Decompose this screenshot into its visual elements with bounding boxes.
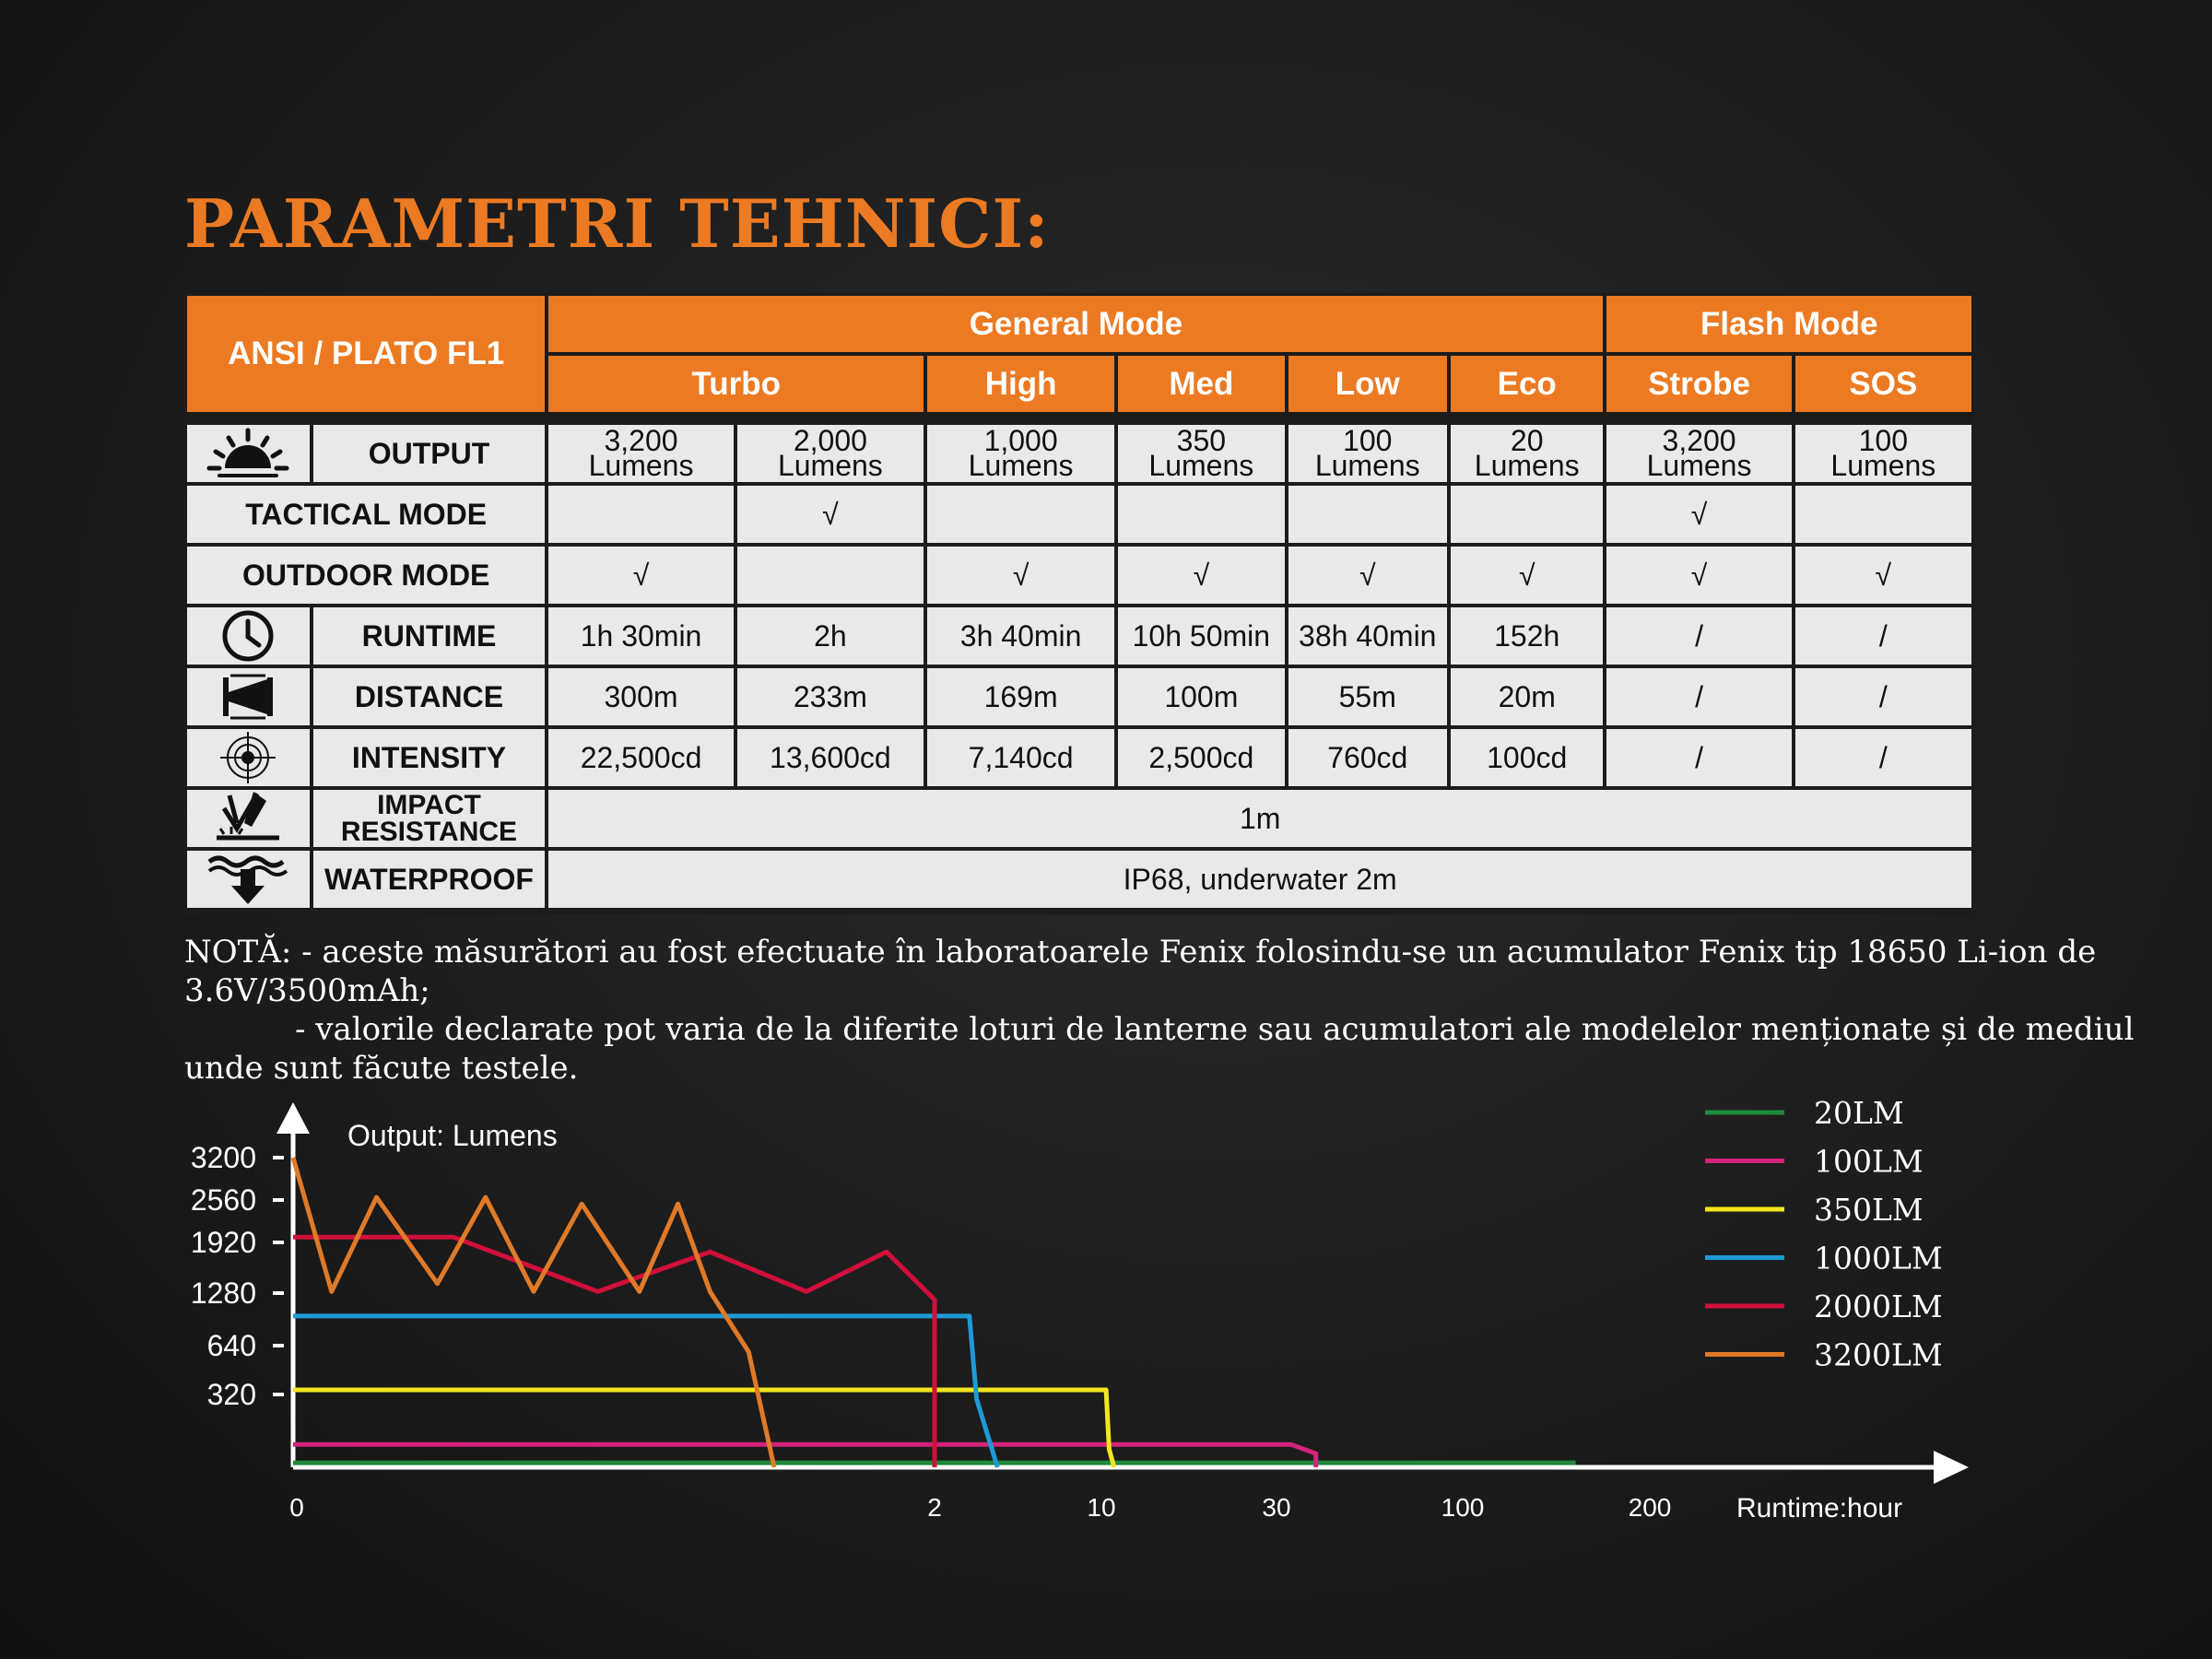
x-tick-label: 100 <box>1441 1493 1485 1522</box>
output-cell: 100 Lumens <box>1795 425 1971 486</box>
distance-cell: 20m <box>1451 668 1607 729</box>
mode-header-strobe: Strobe <box>1606 356 1794 416</box>
flash-mode-header: Flash Mode <box>1606 296 1971 356</box>
runtime-cell: 10h 50min <box>1118 607 1288 668</box>
runtime-cell: 3h 40min <box>927 607 1118 668</box>
runtime-cell: / <box>1606 607 1794 668</box>
y-tick-label: 320 <box>206 1378 256 1411</box>
outdoor-cell: √ <box>1118 547 1288 607</box>
output-cell: 1,000 Lumens <box>927 425 1118 486</box>
distance-cell: 55m <box>1288 668 1451 729</box>
output-cell: 2,000 Lumens <box>737 425 927 486</box>
x-tick-label: 2 <box>927 1493 942 1522</box>
mode-header-med: Med <box>1118 356 1288 416</box>
y-axis-title: Output: Lumens <box>347 1119 558 1152</box>
y-tick-label: 3200 <box>190 1141 256 1174</box>
legend-label: 100LM <box>1814 1143 1924 1180</box>
x-tick-label: 10 <box>1087 1493 1116 1522</box>
legend-label: 1000LM <box>1814 1240 1943 1277</box>
runtime-cell: 2h <box>737 607 927 668</box>
output-cell: 350 Lumens <box>1118 425 1288 486</box>
x-tick-label: 30 <box>1262 1493 1291 1522</box>
distance-label: DISTANCE <box>313 668 549 729</box>
distance-cell: 100m <box>1118 668 1288 729</box>
legend-label: 20LM <box>1814 1095 1904 1131</box>
intensity-label: INTENSITY <box>313 729 549 790</box>
legend-label: 2000LM <box>1814 1288 1943 1324</box>
outdoor-cell: √ <box>548 547 736 607</box>
x-tick-label: 200 <box>1628 1493 1672 1522</box>
intensity-cell: 760cd <box>1288 729 1451 790</box>
intensity-cell: 100cd <box>1451 729 1607 790</box>
runtime-cell: 1h 30min <box>548 607 736 668</box>
y-tick-label: 1280 <box>190 1277 256 1310</box>
distance-cell: / <box>1606 668 1794 729</box>
tactical-cell: √ <box>737 486 927 547</box>
corner-header: ANSI / PLATO FL1 <box>187 296 548 416</box>
impact-resistance-label: IMPACT RESISTANCE <box>313 790 549 851</box>
outdoor-cell: √ <box>1451 547 1607 607</box>
intensity-cell: 13,600cd <box>737 729 927 790</box>
intensity-cell: / <box>1606 729 1794 790</box>
note-line-1: NOTĂ: - aceste măsurători au fost efectuate în laboratoarele Fenix folosindu-se un acumulator Fenix tip 18650 Li-ion de 3.6V/3500mAh; <box>184 934 2097 1009</box>
y-tick-label: 640 <box>206 1329 256 1362</box>
output-label: OUTPUT <box>313 425 549 486</box>
tactical-mode-label: TACTICAL MODE <box>187 486 548 547</box>
legend-label: 3200LM <box>1814 1336 1943 1373</box>
legend-label: 350LM <box>1814 1192 1924 1228</box>
x-tick-label: 0 <box>289 1493 304 1522</box>
mode-header-turbo: Turbo <box>548 356 927 416</box>
mode-header-sos: SOS <box>1795 356 1971 416</box>
distance-cell: 233m <box>737 668 927 729</box>
impact-resistance-value: 1m <box>548 790 1971 851</box>
outdoor-cell: √ <box>1288 547 1451 607</box>
mode-header-high: High <box>927 356 1118 416</box>
y-axis-arrow-icon <box>276 1102 310 1134</box>
output-cell: 3,200 Lumens <box>1606 425 1794 486</box>
intensity-cell: 7,140cd <box>927 729 1118 790</box>
tactical-cell: √ <box>1606 486 1794 547</box>
x-axis-title: Runtime:hour <box>1736 1493 1903 1524</box>
page-title: PARAMETRI TEHNICI: <box>184 184 1050 263</box>
runtime-cell: / <box>1795 607 1971 668</box>
output-cell: 3,200 Lumens <box>548 425 736 486</box>
outdoor-cell: √ <box>927 547 1118 607</box>
general-mode-header: General Mode <box>548 296 1606 356</box>
distance-cell: 169m <box>927 668 1118 729</box>
x-axis-arrow-icon <box>1934 1451 1969 1484</box>
runtime-cell: 152h <box>1451 607 1607 668</box>
runtime-cell: 38h 40min <box>1288 607 1451 668</box>
output-cell: 100 Lumens <box>1288 425 1451 486</box>
runtime-label: RUNTIME <box>313 607 549 668</box>
waterproof-label: WATERPROOF <box>313 851 549 912</box>
y-tick-label: 1920 <box>190 1226 256 1259</box>
intensity-cell: / <box>1795 729 1971 790</box>
note-line-2: - valorile declarate pot varia de la diferite loturi de lanterne sau acumulatori ale modelelor menționate și de mediul unde sunt făcute testele. <box>184 1011 2135 1087</box>
series-line-350lm <box>293 1390 1114 1467</box>
y-tick-label: 2560 <box>190 1183 256 1217</box>
output-cell: 20 Lumens <box>1451 425 1607 486</box>
distance-cell: 300m <box>548 668 736 729</box>
outdoor-cell: √ <box>1795 547 1971 607</box>
waterproof-value: IP68, underwater 2m <box>548 851 1971 912</box>
intensity-cell: 2,500cd <box>1118 729 1288 790</box>
outdoor-cell: √ <box>1606 547 1794 607</box>
series-line-2000lm <box>293 1237 935 1467</box>
series-line-3200lm <box>293 1158 774 1467</box>
mode-header-eco: Eco <box>1451 356 1607 416</box>
mode-header-low: Low <box>1288 356 1451 416</box>
outdoor-mode-label: OUTDOOR MODE <box>187 547 548 607</box>
intensity-cell: 22,500cd <box>548 729 736 790</box>
distance-cell: / <box>1795 668 1971 729</box>
